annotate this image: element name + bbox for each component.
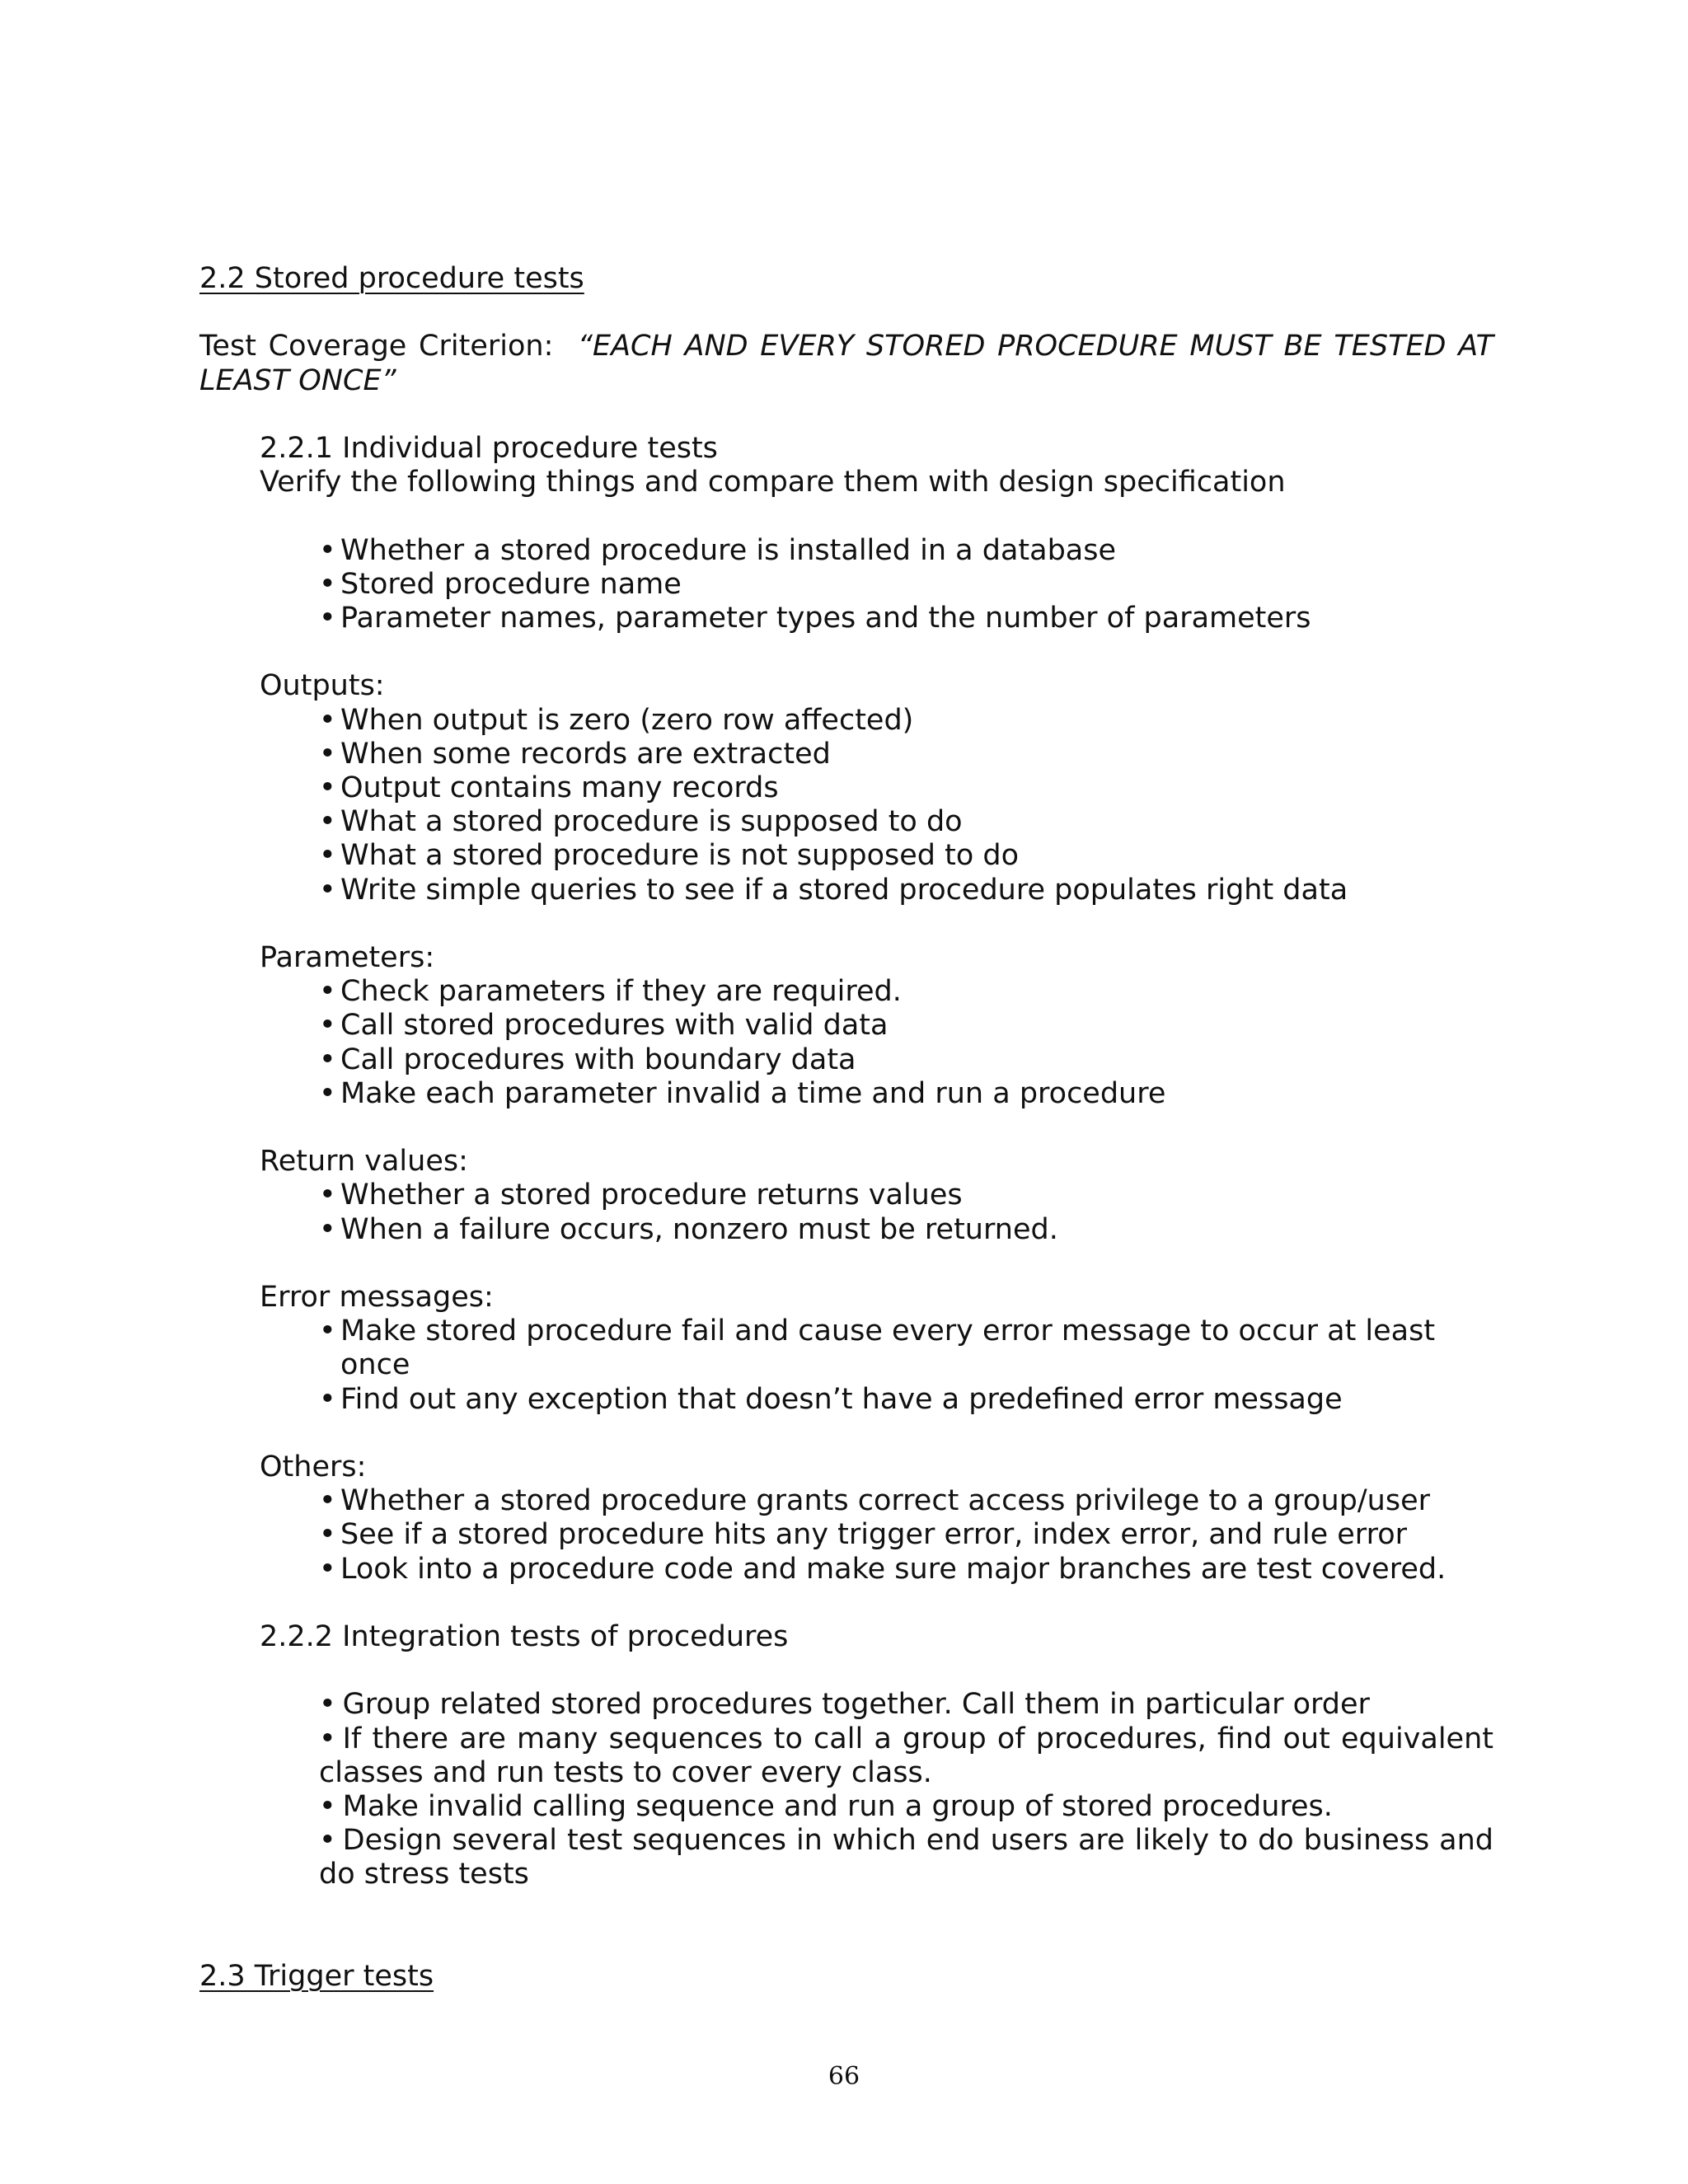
test-coverage-criterion [199, 330, 1493, 397]
section-2-2-heading: 2.2 Stored procedure tests [199, 262, 584, 295]
page-number: 66 [828, 2062, 860, 2091]
bullet-icon: • [319, 1212, 336, 1246]
bullet-icon: • [319, 1009, 336, 1043]
page-content [199, 262, 1493, 1994]
bullet-icon: • [319, 703, 336, 737]
bullet-icon: • [319, 1315, 336, 1348]
others-list [260, 1484, 1493, 1586]
list-item: • Make each parameter invalid a time and run a procedure [319, 1076, 1166, 1110]
return-values-list [260, 1179, 1493, 1246]
error-messages-list [260, 1315, 1493, 1417]
list-item: • Design several test sequences in which end users are likely to do business and do stress tests [319, 1824, 1493, 1891]
bullet-icon: • [319, 1076, 336, 1110]
list-item: • Make stored procedure fail and cause every error message to occur at least once [319, 1315, 1436, 1382]
list-item: • If there are many sequences to call a group of procedures, find out equivalent classes and run tests to cover every class. [319, 1722, 1493, 1789]
list-item: • What a stored procedure is not supposed to do [319, 839, 1020, 873]
list-item: • Look into a procedure code and make sure major branches are test covered. [319, 1552, 1447, 1586]
list-item: • Check parameters if they are required. [319, 975, 902, 1009]
list-item: • Stored procedure name [319, 567, 682, 601]
bullet-icon: • [319, 873, 336, 907]
section-2-3-heading: 2.3 Trigger tests [199, 1959, 434, 1993]
bullet-icon: • [319, 737, 336, 771]
bullet-icon: • [319, 1824, 336, 1858]
bullet-icon: • [319, 567, 336, 601]
bullet-icon: • [319, 533, 336, 567]
bullet-icon: • [319, 1179, 336, 1212]
integration-tests-list [260, 1688, 1493, 1891]
bullet-icon: • [319, 975, 336, 1009]
section-2-2-1-block [199, 432, 1493, 1892]
parameters-label: Parameters: [260, 940, 435, 974]
section-2-2-2-heading: 2.2.2 Integration tests of procedures [260, 1619, 789, 1653]
return-values-label: Return values: [260, 1145, 468, 1179]
list-item: • See if a stored procedure hits any trigger error, index error, and rule error [319, 1518, 1408, 1552]
list-item: • Whether a stored procedure grants correct access privilege to a group/user [319, 1484, 1431, 1518]
verify-list [260, 534, 1493, 636]
bullet-icon: • [319, 805, 336, 839]
bullet-icon: • [319, 1722, 336, 1755]
list-item: • Call procedures with boundary data [319, 1043, 856, 1076]
bullet-icon: • [319, 1484, 336, 1518]
criterion-label: Test Coverage Criterion: [199, 330, 554, 363]
section-2-2-1-heading: 2.2.1 Individual procedure tests [260, 431, 718, 465]
parameters-list [260, 975, 1493, 1111]
bullet-icon: • [319, 1043, 336, 1076]
bullet-icon: • [319, 601, 336, 635]
section-2-2-1-intro: Verify the following things and compare them with design specification [260, 466, 1286, 499]
list-item: • Output contains many records [319, 771, 779, 804]
list-item: • Call stored procedures with valid data [319, 1009, 889, 1043]
list-item: • Find out any exception that doesn’t have a predefined error message [319, 1382, 1343, 1416]
bullet-icon: • [319, 1518, 336, 1552]
list-item: • Write simple queries to see if a stored procedure populates right data [319, 873, 1348, 907]
error-messages-label: Error messages: [260, 1280, 494, 1314]
list-item: • Parameter names, parameter types and the number of parameters [319, 601, 1311, 635]
list-item: • When some records are extracted [319, 737, 831, 771]
list-item: • Whether a stored procedure is installed in a database [319, 533, 1117, 567]
bullet-icon: • [319, 1552, 336, 1586]
bullet-icon: • [319, 1789, 336, 1823]
list-item: • Whether a stored procedure returns values [319, 1179, 963, 1212]
outputs-label: Outputs: [260, 669, 385, 703]
others-label: Others: [260, 1450, 367, 1483]
bullet-icon: • [319, 1382, 336, 1416]
list-item: • Make invalid calling sequence and run a group of stored procedures. [319, 1789, 1333, 1823]
bullet-icon: • [319, 839, 336, 873]
outputs-list [260, 704, 1493, 907]
list-item: • When output is zero (zero row affected) [319, 703, 914, 737]
bullet-icon: • [319, 1688, 336, 1722]
bullet-icon: • [319, 771, 336, 804]
list-item: • Group related stored procedures together. Call them in particular order [319, 1688, 1370, 1722]
list-item: • What a stored procedure is supposed to do [319, 805, 963, 839]
criterion-quote: “EACH AND EVERY STORED PROCEDURE MUST BE TESTED AT LEAST ONCE” [199, 330, 1494, 397]
list-item: • When a failure occurs, nonzero must be returned. [319, 1212, 1058, 1246]
